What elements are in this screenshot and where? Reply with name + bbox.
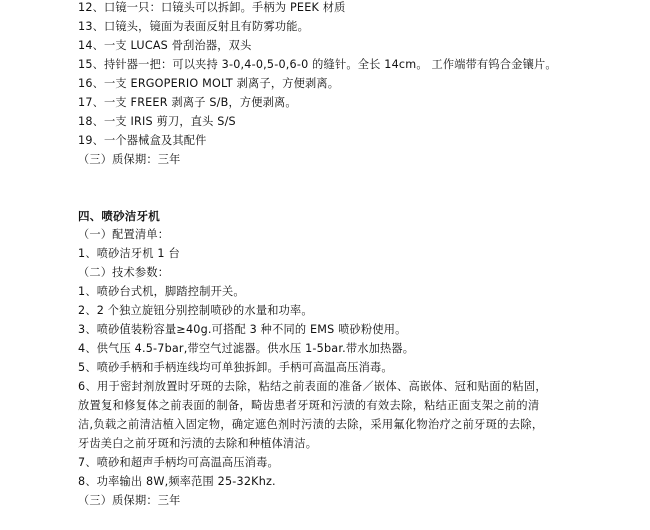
list-item: 12、口镜一只：口镜头可以拆卸。手柄为 PEEK 材质 <box>78 1 346 14</box>
list-item: 14、一支 LUCAS 骨刮治器，双头 <box>78 39 252 52</box>
list-item: 1、喷砂台式机，脚踏控制开关。 <box>78 285 245 298</box>
list-item: 15、持针器一把：可以夹持 3-0,4-0,5-0,6-0 的缝针。全长 14cm。 工作端带有钨合金镶片。 <box>78 58 557 71</box>
list-item: 3、喷砂值装粉容量≥40g.可搭配 3 种不同的 EMS 喷砂粉使用。 <box>78 323 407 336</box>
list-item: 5、喷砂手柄和手柄连线均可单独拆卸。手柄可高温高压消毒。 <box>78 361 393 374</box>
list-item: 7、喷砂和超声手柄均可高温高压消毒。 <box>78 456 279 469</box>
list-item: 17、一支 FREER 剥离子 S/B，方便剥离。 <box>78 96 297 109</box>
warranty-text: （三）质保期：三年 <box>78 153 181 166</box>
config-heading: （一）配置清单： <box>78 228 170 241</box>
list-item: 18、一支 IRIS 剪刀，直头 S/S <box>78 115 236 128</box>
section-title: 四、喷砂洁牙机 <box>78 209 160 223</box>
list-item: 16、一支 ERGOPERIO MOLT 剥离子，方便剥离。 <box>78 77 340 90</box>
list-item: 4、供气压 4.5-7bar,带空气过滤器。供水压 1-5bar.带水加热器。 <box>78 342 415 355</box>
warranty-text: （三）质保期：三年 <box>78 494 181 507</box>
list-item: 8、功率输出 8W,频率范围 25-32Khz. <box>78 475 276 488</box>
list-item: 13、口镜头，镜面为表面反射且有防雾功能。 <box>78 20 309 33</box>
list-item: 19、一个器械盒及其配件 <box>78 134 207 147</box>
tech-heading: （二）技术参数： <box>78 266 170 279</box>
paragraph-line: 牙齿美白之前牙斑和污渍的去除和种植体清洁。 <box>78 437 318 450</box>
list-item: 2、2 个独立旋钮分别控制喷砂的水量和功率。 <box>78 304 313 317</box>
paragraph-line: 放置复和修复体之前表面的制备，畸齿患者牙斑和污渍的有效去除，粘结正面支架之前的清 <box>78 399 540 412</box>
paragraph-line: 6、用于密封剂放置时牙斑的去除，粘结之前表面的准备／嵌体、高嵌体、冠和贴面的粘固， <box>78 380 547 393</box>
config-item: 1、喷砂洁牙机 1 台 <box>78 247 180 260</box>
paragraph-line: 洁,负载之前清洁植入固定物，确定遮色剂时污渍的去除，采用氟化物治疗之前牙斑的去除， <box>78 418 544 431</box>
